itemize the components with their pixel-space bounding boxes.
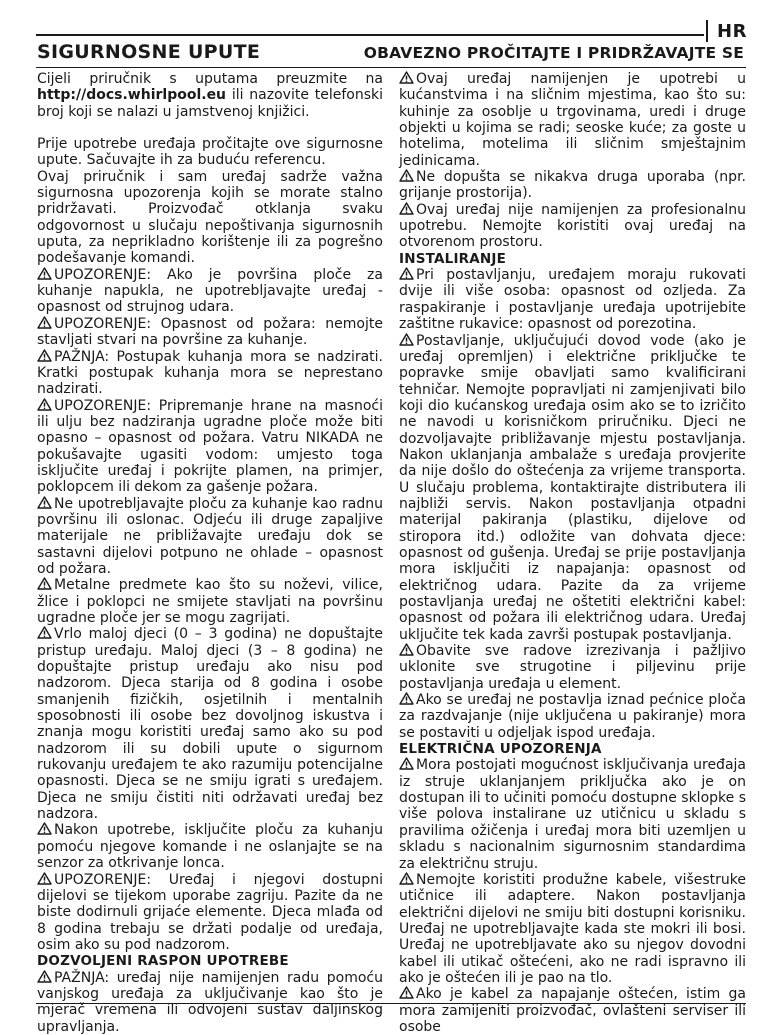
warning-text: Obavite sve radove izrezivanja i pažljivo uklonite sve strugotine i piljevinu prije postavljanja uređaja u element. bbox=[399, 643, 746, 692]
warning-text: Mora postojati mogućnost isključivanja uređaja iz struje uklanjanjem priključka ako je on dostupan ili to učiniti pomoću dostupne sklopke s više polova instalirane uz utičnicu u skladu s pravilima ožičenja i uređaj mora biti uzemljen u skladu s nacionalnim sigurnosnim standardima za električnu struju. bbox=[399, 757, 746, 872]
read-instructions-paragraph: Prije upotrebe uređaja pročitajte ove sigurnosne upute. Sačuvajte ih za buduću referencu. bbox=[37, 136, 383, 169]
warning-triangle-icon bbox=[37, 577, 52, 590]
warning-cracked bbox=[37, 267, 383, 316]
top-rule bbox=[36, 34, 704, 36]
warning-triangle-icon bbox=[399, 757, 414, 770]
warning-text: Ovaj uređaj namijenjen je upotrebi u kućanstvima i na sličnim mjestima, kao što su: kuhinje za osoblje u trgovinama, uredi i druge objekti u kojima se radi; seoske kuće; za goste u hotelima, motelima ili sličnim smještajnim jedinicama. bbox=[399, 71, 746, 169]
warning-triangle-icon bbox=[37, 316, 52, 329]
warning-triangle-icon bbox=[399, 169, 414, 182]
warning-triangle-icon bbox=[37, 822, 52, 835]
warning-text: Ne upotrebljavajte ploču za kuhanje kao radnu površinu ili oslonac. Odjeću ili druge zapaljive materijale ne približavajte uređaju dok se sastavni dijelovi potpuno ne ohlade – opasnost od požara. bbox=[37, 495, 383, 577]
warning-cable bbox=[399, 986, 746, 1035]
title-rule bbox=[36, 67, 746, 68]
warning-text: Ne dopušta se nikakva druga uporaba (npr. grijanje prostorija). bbox=[399, 169, 746, 202]
warning-extension bbox=[399, 872, 746, 986]
section-heading-use: DOZVOLJENI RASPON UPOTREBE bbox=[37, 953, 289, 970]
warning-text: Postavljanje, uključujući dovod vode (ako je uređaj opremljen) i električne priključke te popravke smije obavljati samo kvalificirani tehničar. Nemojte popravljati ni zamjenjivati bilo koji dio kućanskog uređaja osim ako se to izričito ne navodi u korisničkom priručniku. Djeci ne dozvoljavajte približavanje mjestu postavljanja. Nakon uklanjanja ambalaže s uređaja provjerite da nije došlo do oštećenja za vrijeme transporta. U slučaju problema, kontaktirajte distributera ili najbliži servis. Nakon postavljanja otpadni materijal pakiranja (plastiku, dijelove od stiropora itd.) odložite van dohvata djece: opasnost od gušenja. Uređaj se prije postavljanja mora isključiti iz napajanja: opasnost od električnog udara. Pazite da za vrijeme postavljanja uređaj ne oštetiti električni kabel: opasnost od požara ili električnog udara. Uređaj uključite tek kada završi postupak postavljanja. bbox=[399, 332, 746, 643]
section-heading-install: INSTALIRANJE bbox=[399, 250, 507, 267]
intro-text-tail: ili nazovite telefonski broj koji se nalazi u jamstvenoj knjižici. bbox=[37, 87, 383, 120]
warning-triangle-icon bbox=[399, 692, 414, 705]
warning-installation bbox=[399, 333, 746, 644]
warning-triangle-icon bbox=[37, 398, 52, 411]
warning-text: Nakon upotrebe, isključite ploču za kuhanju pomoću njegove komande i ne oslanjajte se na senzor za otkrivanje lonca. bbox=[37, 822, 383, 872]
header-divider bbox=[706, 20, 708, 42]
warning-text: Ako se uređaj ne postavlja iznad pećnice ploča za razdvajanje (nije uključena u pakiranje) mora se postaviti u odjeljak ispod uređaja. bbox=[399, 692, 746, 741]
warning-supervise bbox=[37, 349, 383, 398]
warning-triangle-icon bbox=[399, 267, 414, 280]
section-heading-electrical: ELEKTRIČNA UPOZORENJA bbox=[399, 741, 602, 758]
warning-text: Vrlo maloj djeci (0 – 3 godina) ne dopuštajte pristup uređaju. Maloj djeci (3 – 8 godina) ne dopuštajte pristup uređaju ako nisu pod nadzorom. Djeca starija od 8 godina i osobe smanjenih fizičkih, osjetilnih i mentalnih sposobnosti ili osobe bez dovoljnog iskustva i znanja mogu koristiti uređaj samo ako su pod nadzorom ili su dobili upute o sigurnom rukovanju uređajem te ako razumiju potencijalne opasnosti. Djeca se ne smiju igrati s uređajem. Djeca ne smiju čistiti niti održavati uređaj bez nadzora. bbox=[37, 626, 383, 823]
warning-text: PAŽNJA: Postupak kuhanja mora se nadzirati. Kratki postupak kuhanja mora se neprestano nadzirati. bbox=[37, 348, 383, 398]
warning-cutting bbox=[399, 643, 746, 692]
warning-text: Metalne predmete kao što su noževi, vilice, žlice i poklopci ne smijete stavljati na površinu ugradne ploče jer se mogu zagrijati. bbox=[37, 577, 383, 626]
warning-children bbox=[37, 626, 383, 822]
left-column bbox=[37, 71, 383, 1035]
warning-triangle-icon bbox=[37, 626, 52, 639]
page-title: SIGURNOSNE UPUTE bbox=[37, 41, 261, 63]
warning-triangle-icon bbox=[37, 496, 52, 509]
warning-text: Nemojte koristiti produžne kabele, višestruke utičnice ili adaptere. Nakon postavljanja električni dijelovi ne smiju biti dostupni korisniku. Uređaj ne upotrebljavajte kada ste mokri ili bosi. Uređaj ne upotrebljavate ako su njegov dovodni kabel ili utikač oštećeni, ako ne radi ispravno ili ako je oštećen ili je pao na tlo. bbox=[399, 871, 746, 986]
warning-two-persons bbox=[399, 267, 746, 332]
warning-professional bbox=[399, 202, 746, 251]
warning-metal bbox=[37, 577, 383, 626]
warning-text: UPOZORENJE: Ako je površina ploče za kuhanje napukla, ne upotrebljavajte uređaj - opasnost od strujnog udara. bbox=[37, 266, 383, 316]
warning-text: Pri postavljanju, uređajem moraju rukovati dvije ili više osoba: opasnost od ozljeda. Za raspakiranje i postavljanje uređaja upotrijebite zaštitne rukavice: opasnost od porezotina. bbox=[399, 267, 746, 333]
warning-triangle-icon bbox=[399, 643, 414, 656]
warning-triangle-icon bbox=[37, 872, 52, 885]
warning-text: Ako je kabel za napajanje oštećen, istim ga mora zamijeniti proizvođač, ovlašteni serviser ili osobe bbox=[399, 986, 746, 1035]
warning-fire-items bbox=[37, 316, 383, 349]
page-subtitle: OBAVEZNO PROČITAJTE I PRIDRŽAVAJTE SE bbox=[363, 44, 744, 62]
warning-triangle-icon bbox=[399, 202, 414, 215]
warning-text: Ovaj uređaj nije namijenjen za profesionalnu upotrebu. Nemojte koristiti ovaj uređaj na otvorenom prostoru. bbox=[399, 201, 746, 251]
right-column bbox=[399, 71, 746, 1035]
warning-triangle-icon bbox=[37, 349, 52, 362]
warning-text: PAŽNJA: uređaj nije namijenjen radu pomoću vanjskog uređaja za uključivanje kao što je mjerač vremena ili odvojeni sustav daljinskog upravljanja. bbox=[37, 969, 383, 1035]
warning-triangle-icon bbox=[37, 970, 52, 983]
warning-fat bbox=[37, 398, 383, 496]
manual-url-link[interactable]: http://docs.whirlpool.eu bbox=[37, 87, 227, 104]
intro-paragraph bbox=[37, 71, 383, 120]
language-code: HR bbox=[717, 21, 747, 42]
warning-oven bbox=[399, 692, 746, 741]
intro-text: Cijeli priručnik s uputama preuzmite na bbox=[37, 71, 383, 87]
warning-disconnect bbox=[399, 757, 746, 871]
warning-triangle-icon bbox=[399, 333, 414, 346]
warning-hot-parts bbox=[37, 872, 383, 954]
warning-after-use bbox=[37, 822, 383, 871]
warning-surface bbox=[37, 496, 383, 578]
bottom-rule bbox=[36, 1003, 746, 1004]
warning-triangle-icon bbox=[37, 267, 52, 280]
manual-paragraph: Ovaj priručnik i sam uređaj sadrže važna sigurnosna upozorenja kojih se morate stalno pridržavati. Proizvođač otklanja svaku odgovornost u slučaju nepoštivanja sigurnosnih uputa, za neprikladno korištenje ili za pogrešno podešavanje komandi. bbox=[37, 168, 383, 267]
warning-text: UPOZORENJE: Pripremanje hrane na masnoći ili ulju bez nadziranja ugradne ploče može biti opasno – opasnost od požara. Vatru NIKADA ne pokušavajte ugasiti vodom: umjesto toga isključite uređaj i pokrijte plamen, na primjer, poklopcem ili dekom za gašenje požara. bbox=[37, 397, 383, 496]
warning-other-use bbox=[399, 169, 746, 202]
warning-triangle-icon bbox=[399, 872, 414, 885]
warning-text: UPOZORENJE: Opasnost od požara: nemojte stavljati stvari na površine za kuhanje. bbox=[37, 315, 383, 349]
warning-triangle-icon bbox=[399, 71, 414, 84]
warning-household bbox=[399, 71, 746, 169]
warning-triangle-icon bbox=[399, 986, 414, 999]
warning-text: UPOZORENJE: Uređaj i njegovi dostupni dijelovi se tijekom uporabe zagriju. Pazite da ne biste dodirnuli grijaće elemente. Djeca mlađa od 8 godina trebaju se držati podalje od uređaja, osim ako su pod nadzorom. bbox=[37, 871, 383, 953]
